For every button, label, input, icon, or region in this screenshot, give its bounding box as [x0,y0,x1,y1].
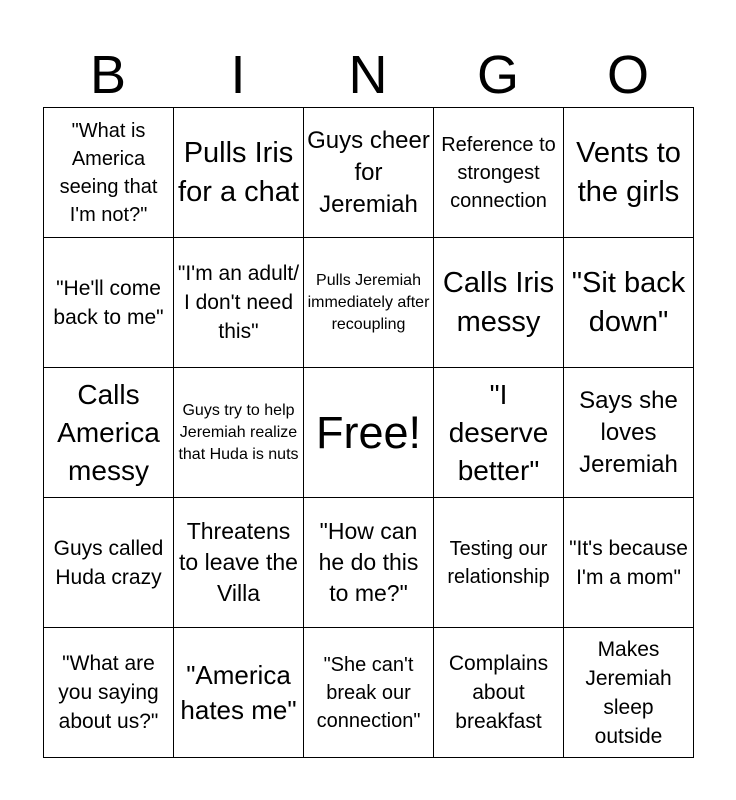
bingo-cell[interactable] [174,368,304,498]
cell-text: Testing our relationship [447,537,550,588]
cell-text: Guys try to help Jeremiah realize that Huda is nuts [178,401,299,463]
bingo-cell[interactable] [564,368,694,498]
header-letter-b: B [89,45,127,105]
header-letter-n: N [348,45,388,105]
header-letter-g: G [476,45,519,105]
cell-text: "What are you saying about us?" [58,652,159,733]
bingo-cell[interactable] [304,238,434,368]
bingo-board [43,107,694,758]
cell-text: "I deserve better" [448,378,549,486]
bingo-cell[interactable] [44,238,174,368]
header-letter-o: O [606,45,649,105]
bingo-cell[interactable] [434,368,564,498]
bingo-cell[interactable] [44,498,174,628]
bingo-header [43,44,693,106]
cell-text: Threatens to leave the Villa [179,518,298,606]
bingo-cell[interactable] [304,628,434,758]
cell-text: Calls Iris messy [442,266,555,338]
free-space-text: Free! [315,406,422,458]
cell-text: "He'll come back to me" [53,276,164,329]
bingo-cell[interactable] [434,238,564,368]
bingo-cell[interactable] [174,238,304,368]
cell-text: Guys cheer for Jeremiah [307,126,430,218]
bingo-cell[interactable] [174,628,304,758]
board-row-4 [44,498,694,628]
bingo-cell[interactable] [564,628,694,758]
bingo-cell[interactable] [174,498,304,628]
cell-text: "She can't break our connection" [316,653,421,732]
board-row-3 [44,368,694,498]
bingo-cell[interactable] [304,498,434,628]
cell-text: Calls America messy [57,378,160,486]
bingo-cell[interactable] [44,108,174,238]
cell-text: Vents to the girls [576,136,681,208]
cell-text: "I'm an adult/ I don't need this" [177,262,300,343]
bingo-cell[interactable] [434,628,564,758]
cell-text: "How can he do this to me?" [318,518,419,606]
board-row-5 [44,628,694,758]
cell-text: "What is America seeing that I'm not?" [59,119,158,226]
cell-text: "It's because I'm a mom" [569,536,688,589]
cell-text: Guys called Huda crazy [53,536,164,589]
bingo-cell[interactable] [564,108,694,238]
cell-text: "America hates me" [180,659,297,725]
cell-text: Reference to strongest connection [441,133,556,212]
free-space-cell[interactable] [304,368,434,498]
cell-text: Pulls Jeremiah immediately after recoupling [307,271,430,333]
bingo-cell[interactable] [304,108,434,238]
board-row-2 [44,238,694,368]
header-letter-i: I [230,45,246,105]
cell-text: Makes Jeremiah sleep outside [585,637,672,748]
bingo-cell[interactable] [434,498,564,628]
board-row-1 [44,108,694,238]
bingo-cell[interactable] [174,108,304,238]
cell-text: "Sit back down" [571,266,686,338]
bingo-cell[interactable] [564,238,694,368]
cell-text: Says she loves Jeremiah [579,386,678,478]
bingo-cell[interactable] [44,368,174,498]
bingo-cell[interactable] [434,108,564,238]
bingo-cell[interactable] [564,498,694,628]
cell-text: Complains about breakfast [448,652,549,733]
bingo-cell[interactable] [44,628,174,758]
cell-text: Pulls Iris for a chat [178,136,299,208]
